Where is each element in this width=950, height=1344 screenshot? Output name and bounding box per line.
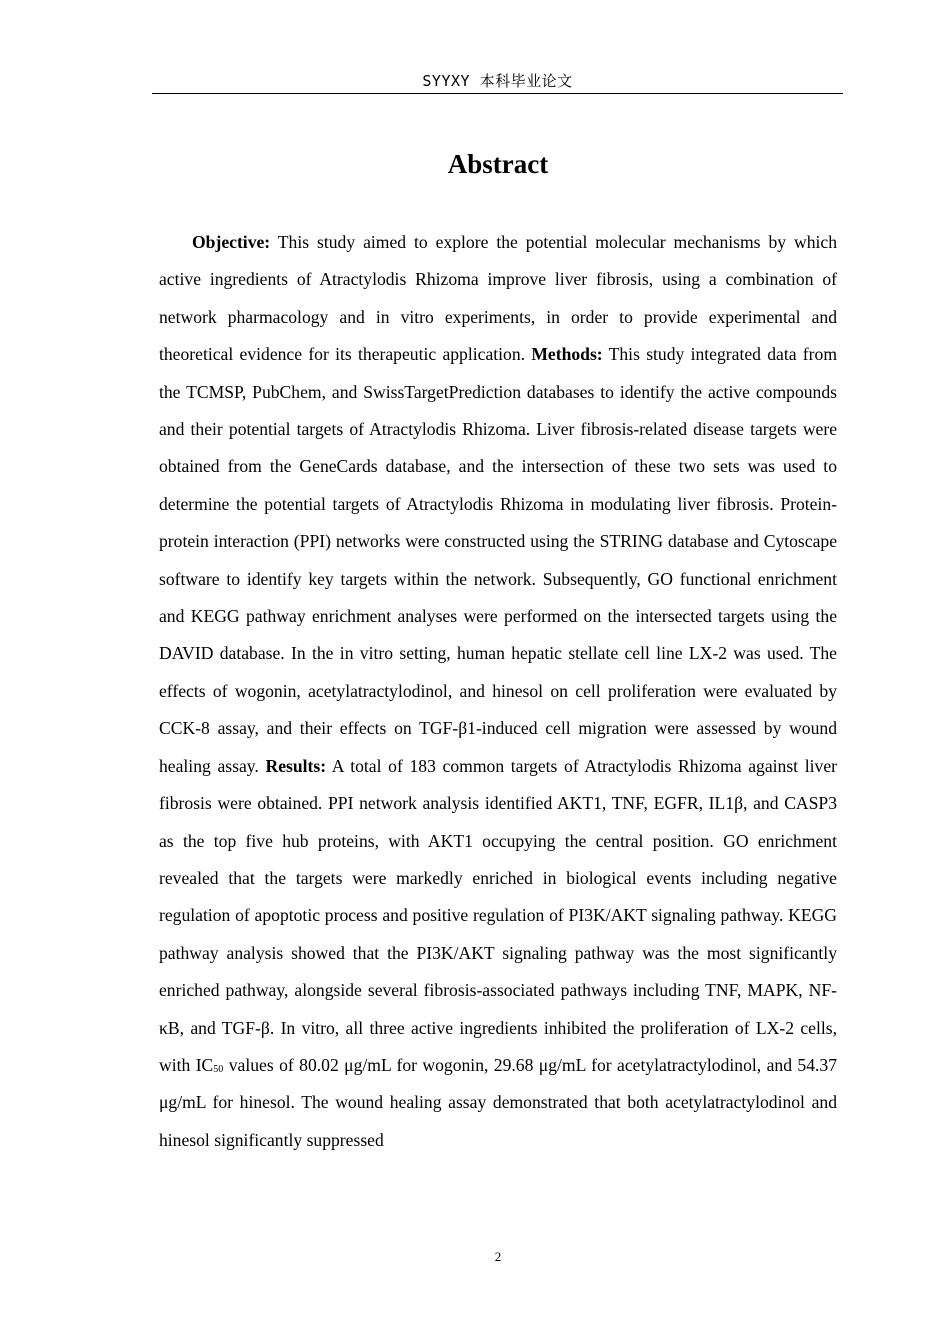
results-label: Results: — [265, 755, 327, 776]
objective-label: Objective: — [192, 232, 271, 252]
results-text-part-1: A total of 183 common targets of Atractylodis Rhizoma against liver fibrosis were obtained. PPI network analysis identified AKT1, TNF, EGFR, IL1β, and CASP3 as the top five hub proteins, with AKT1 occupying the central position. GO enrichment revealed that the targets were markedly enriched in biological events including negative regulation of apoptotic process and positive regulation of PI3K/AKT signaling pathway. KEGG pathway analysis showed that the PI3K/AKT signaling pathway was the most significantly enriched pathway, alongside several fibrosis-associated pathways including TNF, MAPK, NF-κB, and TGF-β. In vitro, all three active ingredients inhibited the proliferation of LX-2 cells, with IC — [159, 755, 837, 1075]
methods-label: Methods: — [531, 344, 603, 365]
methods-text: This study integrated data from the TCMSP, PubChem, and SwissTargetPrediction databases to identify the active compounds and their potential targets of Atractylodis Rhizoma. Liver fibrosis-related disease targets were obtained from the GeneCards database, and the intersection of these two sets was used to determine the potential targets of Atractylodis Rhizoma in modulating liver fibrosis. Protein-protein interaction (PPI) networks were constructed using the STRING database and Cytoscape software to identify key targets within the network. Subsequently, GO functional enrichment and KEGG pathway enrichment analyses were performed on the intersected targets using the DAVID database. In the in vitro setting, human hepatic stellate cell line LX-2 was used. The effects of wogonin, acetylatractylodinol, and hinesol on cell proliferation were evaluated by CCK-8 assay, and their effects on TGF-β1-induced cell migration were assessed by wound healing assay. — [159, 344, 838, 776]
ic50-subscript: 50 — [213, 1063, 224, 1075]
objective-text: This study aimed to explore the potential molecular mechanisms by which active ingredients of Atractylodis Rhizoma improve liver fibrosis, using a combination of network pharmacology and in vitro experiments, in order to provide experimental and theoretical evidence for its therapeutic application. — [159, 232, 837, 365]
page-header: SYYXY 本科毕业论文 — [152, 70, 843, 94]
abstract-body — [159, 224, 837, 1159]
abstract-title: Abstract — [447, 149, 549, 179]
results-text-part-2: values of 80.02 μg/mL for wogonin, 29.68 μg/mL for acetylatractylodinol, and 54.37 μg/mL for hinesol. The wound healing assay demonstrated that both acetylatractylodinol and hinesol significantly suppressed — [159, 1054, 837, 1150]
page-number: 2 — [494, 1249, 502, 1264]
